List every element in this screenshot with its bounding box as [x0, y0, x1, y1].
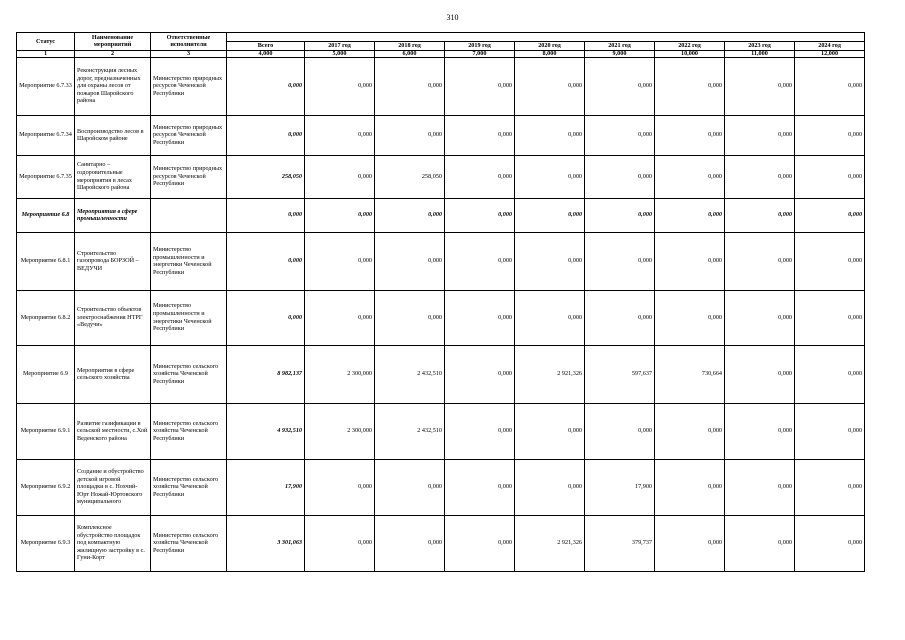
- row-value: 379,737: [585, 515, 655, 571]
- row-executor: Министерство природных ресурсов Чеченской Республики: [151, 115, 227, 155]
- row-value: 0,000: [305, 198, 375, 232]
- row-value: 0,000: [795, 155, 865, 198]
- row-value: 0,000: [375, 232, 445, 290]
- row-value: 17,900: [585, 459, 655, 515]
- row-total: 0,000: [227, 232, 305, 290]
- row-value: 0,000: [655, 198, 725, 232]
- row-executor: Министерство промышленности и энергетики Чеченской Республики: [151, 232, 227, 290]
- row-total: 8 982,137: [227, 345, 305, 403]
- row-value: 0,000: [795, 57, 865, 115]
- row-value: 0,000: [585, 57, 655, 115]
- row-value: 0,000: [445, 345, 515, 403]
- header-year: 2022 год: [655, 42, 725, 51]
- row-value: 0,000: [305, 515, 375, 571]
- row-status: Мероприятие 6.7.34: [17, 115, 75, 155]
- column-index: 6,000: [375, 50, 445, 57]
- column-index: 12,000: [795, 50, 865, 57]
- row-value: 0,000: [585, 232, 655, 290]
- row-value: 0,000: [375, 459, 445, 515]
- row-value: 0,000: [445, 115, 515, 155]
- row-value: 0,000: [655, 459, 725, 515]
- row-value: 0,000: [305, 155, 375, 198]
- table-row: [17, 232, 865, 290]
- table-row: [17, 198, 865, 232]
- row-value: 0,000: [375, 115, 445, 155]
- row-value: 0,000: [305, 57, 375, 115]
- row-value: 0,000: [655, 403, 725, 459]
- row-value: 0,000: [795, 515, 865, 571]
- row-value: 0,000: [305, 290, 375, 345]
- row-value: 0,000: [725, 198, 795, 232]
- row-value: 0,000: [795, 198, 865, 232]
- row-value: 0,000: [725, 57, 795, 115]
- header-blank: [227, 33, 865, 42]
- row-value: 0,000: [725, 459, 795, 515]
- row-value: 0,000: [585, 115, 655, 155]
- row-value: 0,000: [515, 290, 585, 345]
- row-value: 0,000: [305, 232, 375, 290]
- row-value: 0,000: [585, 290, 655, 345]
- column-index: 3: [151, 50, 227, 57]
- page-number: 310: [446, 13, 459, 22]
- row-value: 0,000: [655, 515, 725, 571]
- header-year: 2019 год: [445, 42, 515, 51]
- column-index: 7,000: [445, 50, 515, 57]
- row-status: Мероприятие 6.7.35: [17, 155, 75, 198]
- row-value: 0,000: [725, 345, 795, 403]
- row-value: 0,000: [725, 232, 795, 290]
- row-total: 0,000: [227, 57, 305, 115]
- row-executor: Министерство сельского хозяйства Чеченской Республики: [151, 403, 227, 459]
- row-name: Создание и обустройство детской игровой площадки в с. Нохчий-Юрт Ножай-Юртовского муниципального: [75, 459, 151, 515]
- header-year: 2024 год: [795, 42, 865, 51]
- row-value: 0,000: [795, 345, 865, 403]
- row-total: 4 932,510: [227, 403, 305, 459]
- budget-table: [16, 32, 865, 572]
- row-status: Мероприятие 6.9.1: [17, 403, 75, 459]
- row-value: 0,000: [725, 515, 795, 571]
- row-value: 0,000: [515, 155, 585, 198]
- row-value: 0,000: [585, 403, 655, 459]
- header-name: Наименование мероприятий: [75, 33, 151, 51]
- row-value: 0,000: [725, 155, 795, 198]
- row-executor: Министерство природных ресурсов Чеченской Республики: [151, 57, 227, 115]
- column-index: 1: [17, 50, 75, 57]
- column-index: 11,000: [725, 50, 795, 57]
- row-value: 0,000: [375, 198, 445, 232]
- row-value: 0,000: [375, 57, 445, 115]
- row-value: 0,000: [445, 232, 515, 290]
- row-name: Санитарно – оздоровительные мероприятия в лесах Шаройского района: [75, 155, 151, 198]
- row-value: 0,000: [515, 57, 585, 115]
- row-value: 730,664: [655, 345, 725, 403]
- row-value: 0,000: [375, 290, 445, 345]
- row-value: 2 432,510: [375, 403, 445, 459]
- header-year: 2018 год: [375, 42, 445, 51]
- row-status: Мероприятие 6.9.2: [17, 459, 75, 515]
- row-value: 258,050: [375, 155, 445, 198]
- row-name: Строительство газопровода БОРЗОЙ – ВЕДУЧИ: [75, 232, 151, 290]
- row-value: 0,000: [375, 515, 445, 571]
- column-index: 10,000: [655, 50, 725, 57]
- row-name: Строительство объектов электроснабжения НТРГ «Ведучи»: [75, 290, 151, 345]
- row-value: 2 432,510: [375, 345, 445, 403]
- table-row: [17, 57, 865, 115]
- table-row: [17, 115, 865, 155]
- header-year: 2023 год: [725, 42, 795, 51]
- row-status: Мероприятие 6.9.3: [17, 515, 75, 571]
- header-year: 2021 год: [585, 42, 655, 51]
- row-value: 0,000: [445, 155, 515, 198]
- header-year: 2017 год: [305, 42, 375, 51]
- row-value: 0,000: [655, 115, 725, 155]
- row-name: Развитие газификации в сельской местности, с.Хой Веденского района: [75, 403, 151, 459]
- row-name: Реконструкция лесных дорог, предназначенных для охраны лесов от пожаров Шаройского района: [75, 57, 151, 115]
- row-executor: Министерство сельского хозяйства Чеченской Республики: [151, 515, 227, 571]
- row-value: 0,000: [515, 115, 585, 155]
- row-status: Мероприятие 6.7.33: [17, 57, 75, 115]
- table-row: [17, 515, 865, 571]
- row-value: 2 921,326: [515, 515, 585, 571]
- row-total: 17,900: [227, 459, 305, 515]
- table-row: [17, 290, 865, 345]
- row-value: 0,000: [445, 198, 515, 232]
- row-value: 0,000: [655, 155, 725, 198]
- row-value: 0,000: [655, 232, 725, 290]
- row-value: 0,000: [445, 290, 515, 345]
- row-value: 0,000: [585, 198, 655, 232]
- row-name: Комплексное обустройство площадок под компактную жилищную застройку в с. Гуни-Корт: [75, 515, 151, 571]
- column-index: 4,000: [227, 50, 305, 57]
- row-executor: Министерство промышленности и энергетики Чеченской Республики: [151, 290, 227, 345]
- row-value: 0,000: [725, 290, 795, 345]
- table-row: [17, 345, 865, 403]
- row-value: 0,000: [445, 57, 515, 115]
- row-status: Мероприятие 6.8.1: [17, 232, 75, 290]
- row-name: Мероприятия в сфере промышленности: [75, 198, 151, 232]
- table-row: [17, 459, 865, 515]
- column-index-row: [17, 50, 865, 57]
- row-value: 0,000: [795, 403, 865, 459]
- row-value: 0,000: [795, 290, 865, 345]
- column-index: 2: [75, 50, 151, 57]
- row-value: 0,000: [445, 459, 515, 515]
- row-total: 3 301,063: [227, 515, 305, 571]
- row-value: 0,000: [585, 155, 655, 198]
- row-value: 2 921,326: [515, 345, 585, 403]
- header-status: Статус: [17, 33, 75, 51]
- table-row: [17, 403, 865, 459]
- row-value: 0,000: [795, 115, 865, 155]
- row-value: 0,000: [725, 115, 795, 155]
- row-total: 0,000: [227, 290, 305, 345]
- column-index: 9,000: [585, 50, 655, 57]
- row-name: Воспроизводство лесов в Шаройском районе: [75, 115, 151, 155]
- row-value: 0,000: [515, 198, 585, 232]
- row-value: 2 300,000: [305, 345, 375, 403]
- row-status: Мероприятие 6.8.2: [17, 290, 75, 345]
- row-value: 0,000: [445, 403, 515, 459]
- row-value: 0,000: [445, 515, 515, 571]
- row-value: 0,000: [655, 57, 725, 115]
- table-body: [17, 57, 865, 571]
- row-value: 0,000: [515, 232, 585, 290]
- row-executor: Министерство сельского хозяйства Чеченской Республики: [151, 459, 227, 515]
- column-index: 8,000: [515, 50, 585, 57]
- row-executor: Министерство сельского хозяйства Чеченской Республики: [151, 345, 227, 403]
- row-value: 0,000: [515, 459, 585, 515]
- row-value: 0,000: [725, 403, 795, 459]
- row-executor: Министерство природных ресурсов Чеченской Республики: [151, 155, 227, 198]
- row-executor: [151, 198, 227, 232]
- row-value: 0,000: [305, 115, 375, 155]
- header-executors: Ответственные исполнители: [151, 33, 227, 51]
- row-status: Мероприятие 6.8: [17, 198, 75, 232]
- header-total: Всего: [227, 42, 305, 51]
- row-name: Мероприятия в сфере сельского хозяйства: [75, 345, 151, 403]
- row-total: 0,000: [227, 198, 305, 232]
- row-total: 0,000: [227, 115, 305, 155]
- row-value: 0,000: [795, 232, 865, 290]
- row-total: 258,050: [227, 155, 305, 198]
- row-value: 0,000: [515, 403, 585, 459]
- row-status: Мероприятие 6.9: [17, 345, 75, 403]
- column-index: 5,000: [305, 50, 375, 57]
- table-row: [17, 155, 865, 198]
- row-value: 0,000: [305, 459, 375, 515]
- header-year: 2020 год: [515, 42, 585, 51]
- row-value: 0,000: [655, 290, 725, 345]
- row-value: 2 300,000: [305, 403, 375, 459]
- row-value: 597,637: [585, 345, 655, 403]
- row-value: 0,000: [795, 459, 865, 515]
